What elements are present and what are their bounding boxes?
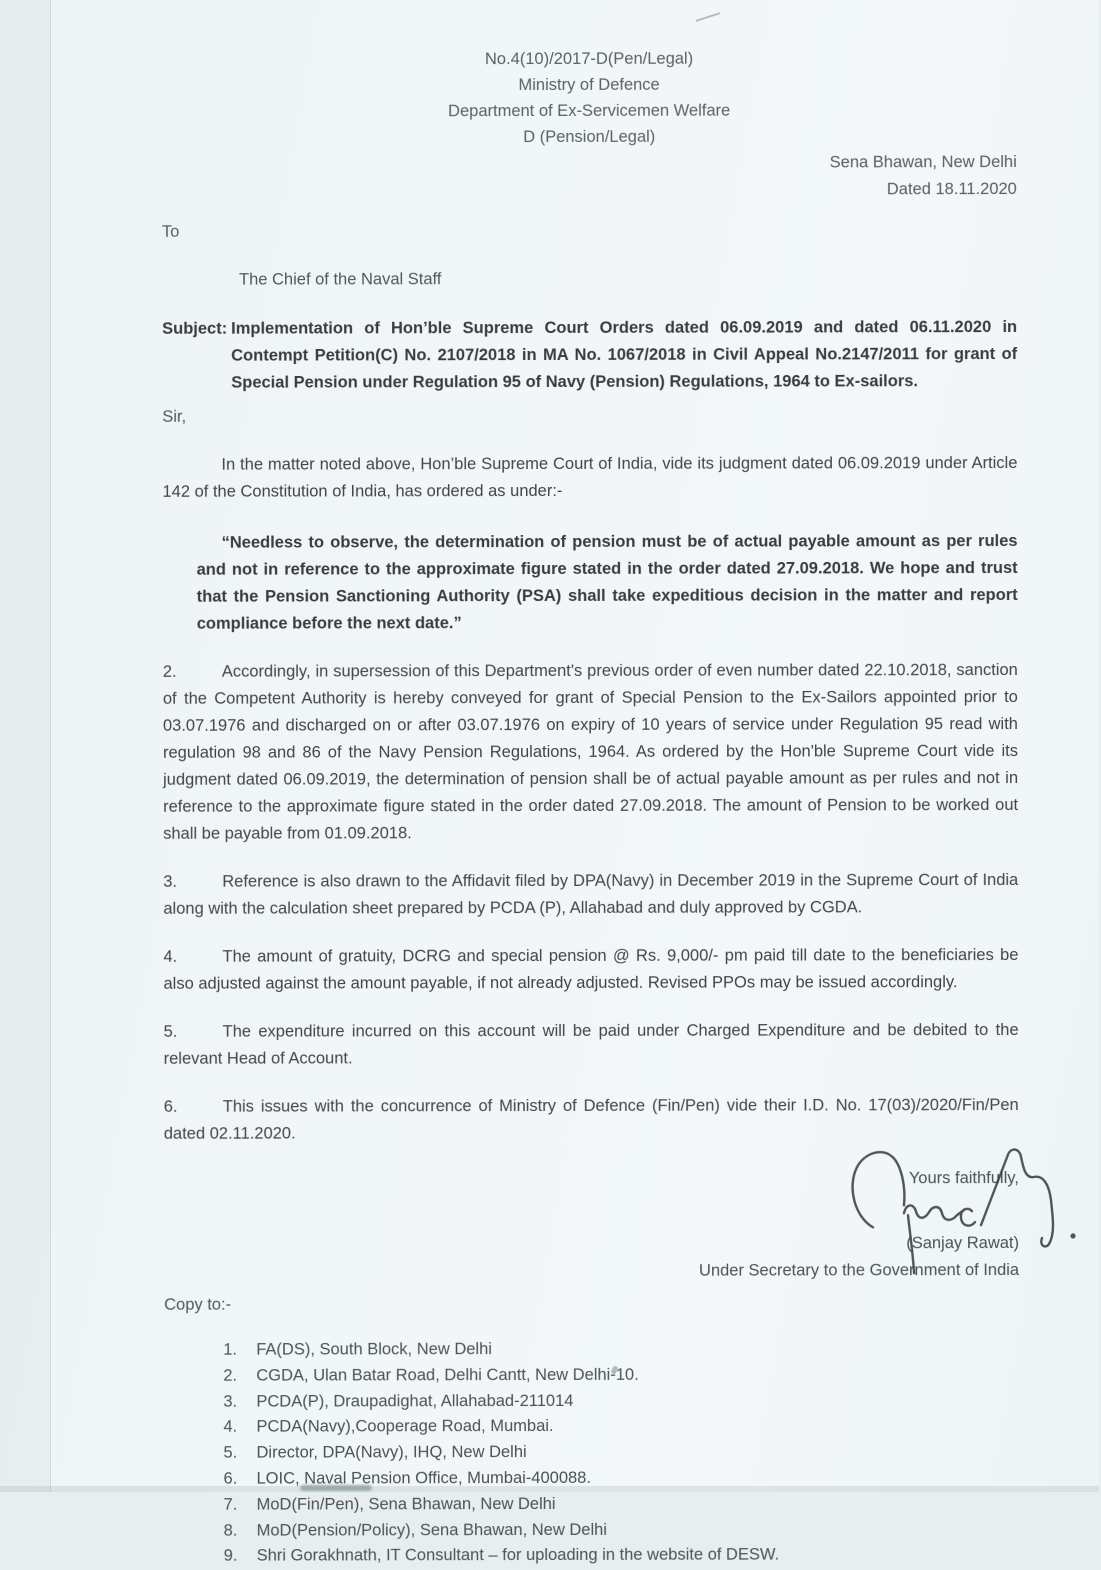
copy-list-item xyxy=(165,1517,1020,1545)
copy-list-item xyxy=(164,1439,1019,1467)
list-number: 1. xyxy=(223,1340,238,1359)
list-text: LOIC, Naval Pension Office, Mumbai-400088. xyxy=(256,1468,592,1488)
ministry-line: Ministry of Defence xyxy=(518,75,660,95)
paragraph-number: 2. xyxy=(162,662,177,681)
list-text: Shri Gorakhnath, IT Consultant – for uploading in the website of DESW. xyxy=(256,1545,780,1565)
list-text: CGDA, Ulan Batar Road, Delhi Cantt, New Delhi-10. xyxy=(256,1365,639,1385)
list-number: 3. xyxy=(223,1392,238,1411)
to-label: To xyxy=(161,222,180,241)
letterhead xyxy=(162,45,1017,151)
paragraph-number: 4. xyxy=(163,947,178,966)
signatory-title: Under Secretary to the Government of India xyxy=(698,1261,1020,1280)
salutation: Sir, xyxy=(162,407,187,426)
list-number: 6. xyxy=(223,1469,238,1488)
supreme-court-quote: “Needless to observe, the determination of pension must be of actual payable amount as per rules and not in reference to the approximate figure stated in the order dated 27.09.2018. We hope and trust that the Pension Sanctioning Authority (PSA) shall take expeditious decision in the matter and report compliance before the next date.” xyxy=(196,532,1018,633)
paragraph-text: Reference is also drawn to the Affidavit filed by DPA(Navy) in December 2019 in the Supreme Court of India along with the calculation sheet prepared by PCDA (P), Allahabad and duly approved by CGDA. xyxy=(163,871,1019,918)
paragraph-number: 6. xyxy=(163,1097,178,1116)
paragraph-text: The expenditure incurred on this account will be paid under Charged Expenditure and be debited to the relevant Head of Account. xyxy=(163,1021,1019,1068)
division-line: D (Pension/Legal) xyxy=(523,127,656,147)
copy-list-item xyxy=(164,1388,1019,1416)
copy-list-item xyxy=(164,1413,1019,1441)
date-line: Dated 18.11.2020 xyxy=(886,180,1017,199)
list-number: 2. xyxy=(223,1366,238,1385)
copy-list-item xyxy=(165,1491,1020,1519)
department-line: Department of Ex-Servicemen Welfare xyxy=(448,101,731,121)
copy-list-item xyxy=(165,1465,1020,1493)
paragraph-5 xyxy=(164,1017,1019,1073)
list-text: MoD(Pension/Policy), Sena Bhawan, New Delhi xyxy=(256,1520,607,1540)
paragraph-3 xyxy=(163,867,1018,923)
subject-label: Subject: xyxy=(162,319,228,338)
list-number: 8. xyxy=(223,1521,238,1540)
place-line: Sena Bhawan, New Delhi xyxy=(829,153,1017,172)
paragraph-2 xyxy=(163,657,1018,848)
list-text: PCDA(Navy),Cooperage Road, Mumbai. xyxy=(256,1417,554,1437)
copy-list-item xyxy=(164,1336,1019,1364)
paragraph-number: 3. xyxy=(163,872,178,891)
list-number: 9. xyxy=(223,1547,238,1566)
recipient-line: The Chief of the Naval Staff xyxy=(239,270,442,289)
paragraph-number: 5. xyxy=(163,1022,178,1041)
copy-distribution-list xyxy=(164,1336,1019,1570)
list-text: PCDA(P), Draupadighat, Allahabad-211014 xyxy=(256,1391,574,1411)
paragraph-4 xyxy=(163,942,1018,998)
list-text: FA(DS), South Block, New Delhi xyxy=(256,1340,492,1359)
list-number: 4. xyxy=(223,1418,238,1437)
copy-list-item xyxy=(165,1542,1020,1570)
place-date-block xyxy=(162,149,1017,205)
subject-block xyxy=(162,314,1017,397)
signoff-line: Yours faithfully, xyxy=(908,1169,1019,1188)
paragraph-6 xyxy=(164,1092,1019,1148)
copy-to-label: Copy to:- xyxy=(164,1295,232,1314)
paragraph-intro: In the matter noted above, Hon’ble Supreme Court of India, vide its judgment dated 06.09.2019 under Article 142 of the Constitution of India, has ordered as under:- xyxy=(162,454,1018,501)
paragraph-text: This issues with the concurrence of Ministry of Defence (Fin/Pen) vide their I.D. No. 17(03)/2020/Fin/Pen dated 02.11.2020. xyxy=(163,1096,1019,1143)
list-number: 5. xyxy=(223,1443,238,1462)
list-text: MoD(Fin/Pen), Sena Bhawan, New Delhi xyxy=(256,1494,556,1514)
reference-number: No.4(10)/2017-D(Pen/Legal) xyxy=(484,49,694,69)
handwritten-signature xyxy=(809,1149,1081,1302)
signature-block xyxy=(164,1165,1019,1286)
list-text: Director, DPA(Navy), IHQ, New Delhi xyxy=(256,1443,527,1462)
paragraph-text: Accordingly, in supersession of this Department's previous order of even number dated 22.10.2018, sanction of the Competent Authority is hereby conveyed for grant of Special Pension to the Ex-Sailors appointed prior to 03.07.1976 and discharged on or after 03.07.1976 on expiry of 10 years of service under Regulation 95 read with regulation 98 and 86 of the Navy Pension Regulations, 1964. As ordered by the Hon'ble Supreme Court vide its judgment dated 06.09.2019, the determination of pension shall be of actual payable amount as per rules and not in reference to the approximate figure stated in the order dated 27.09.2018. The amount of Pension to be worked out shall be payable from 01.09.2018. xyxy=(162,661,1019,843)
copy-list-item xyxy=(164,1362,1019,1390)
paragraph-text: The amount of gratuity, DCRG and special pension @ Rs. 9,000/- pm paid till date to the beneficiaries be also adjusted against the amount payable, if not already adjusted. Revised PPOs may be issued accordingly. xyxy=(163,946,1019,993)
signatory-name: (Sanjay Rawat) xyxy=(906,1234,1020,1253)
subject-text: Implementation of Hon’ble Supreme Court Orders dated 06.09.2019 and dated 06.11.2020 in Contempt Petition(C) No. 2107/2018 in MA No. 1067/2018 in Civil Appeal No.2147/2011 for grant of Special Pension under Regulation 95 of Navy (Pension) Regulations, 1964 to Ex-sailors. xyxy=(231,318,1018,392)
list-number: 7. xyxy=(223,1495,238,1514)
